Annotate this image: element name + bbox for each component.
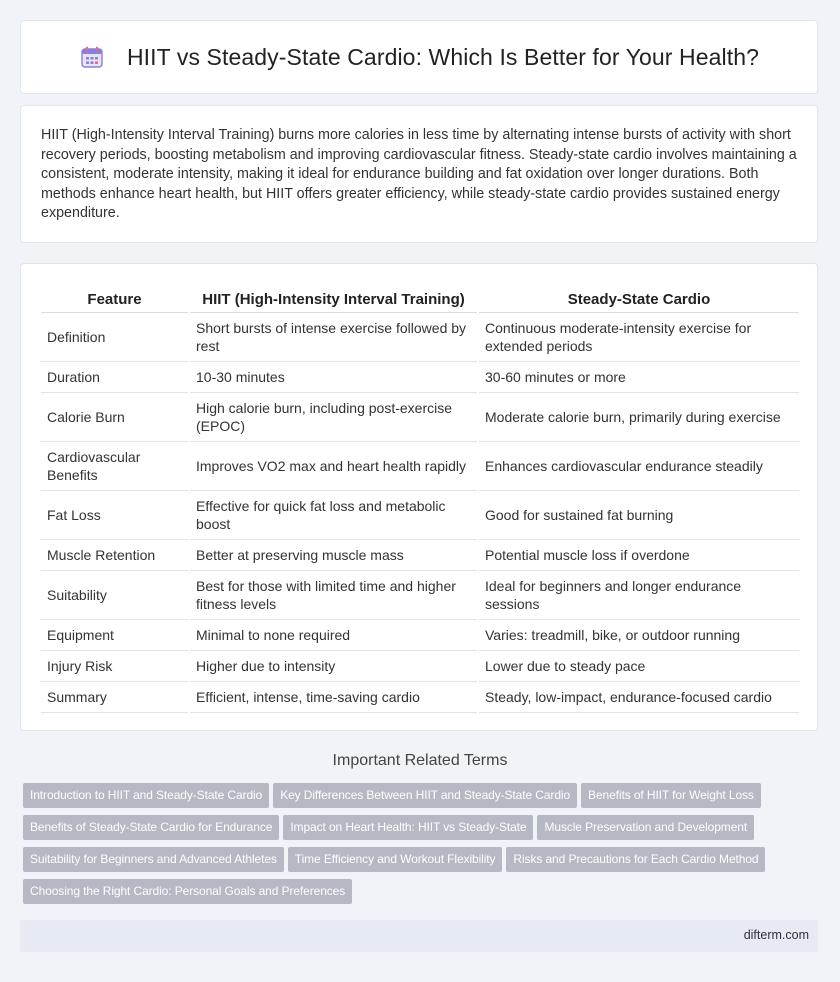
feature-cell: Cardiovascular Benefits xyxy=(41,442,189,491)
table-row xyxy=(41,540,799,571)
feature-cell: Fat Loss xyxy=(41,491,189,540)
hiit-cell: Minimal to none required xyxy=(189,620,478,651)
feature-cell: Calorie Burn xyxy=(41,393,189,442)
hiit-cell: High calorie burn, including post-exercise (EPOC) xyxy=(189,393,478,442)
table-card xyxy=(20,263,818,731)
steady-cell: Lower due to steady pace xyxy=(478,651,799,682)
intro-card xyxy=(20,105,818,243)
steady-cell: Continuous moderate-intensity exercise for extended periods xyxy=(478,313,799,362)
hiit-cell: Better at preserving muscle mass xyxy=(189,540,478,571)
related-tag[interactable]: Choosing the Right Cardio: Personal Goals and Preferences xyxy=(23,879,352,904)
table-row xyxy=(41,362,799,393)
related-tag[interactable]: Benefits of HIIT for Weight Loss xyxy=(581,783,761,808)
feature-cell: Injury Risk xyxy=(41,651,189,682)
table-row xyxy=(41,682,799,713)
related-tag[interactable]: Muscle Preservation and Development xyxy=(537,815,754,840)
calendar-icon xyxy=(79,44,105,70)
table-row xyxy=(41,491,799,540)
related-tag[interactable]: Key Differences Between HIIT and Steady-State Cardio xyxy=(273,783,577,808)
steady-cell: Steady, low-impact, endurance-focused cardio xyxy=(478,682,799,713)
related-terms-list xyxy=(23,783,823,911)
table-row xyxy=(41,442,799,491)
header-steady-state: Steady-State Cardio xyxy=(478,282,799,313)
header-hiit: HIIT (High-Intensity Interval Training) xyxy=(189,282,478,313)
title-wrap xyxy=(79,44,759,71)
hiit-cell: Efficient, intense, time-saving cardio xyxy=(189,682,478,713)
related-tag[interactable]: Risks and Precautions for Each Cardio Method xyxy=(506,847,765,872)
comparison-table xyxy=(41,282,799,713)
steady-cell: Varies: treadmill, bike, or outdoor running xyxy=(478,620,799,651)
table-row xyxy=(41,651,799,682)
feature-cell: Duration xyxy=(41,362,189,393)
hiit-cell: Best for those with limited time and higher fitness levels xyxy=(189,571,478,620)
table-row xyxy=(41,313,799,362)
steady-cell: Moderate calorie burn, primarily during exercise xyxy=(478,393,799,442)
feature-cell: Muscle Retention xyxy=(41,540,189,571)
table-row xyxy=(41,620,799,651)
related-tag[interactable]: Benefits of Steady-State Cardio for Endurance xyxy=(23,815,279,840)
hiit-cell: Higher due to intensity xyxy=(189,651,478,682)
steady-cell: Ideal for beginners and longer endurance sessions xyxy=(478,571,799,620)
feature-cell: Suitability xyxy=(41,571,189,620)
related-tag[interactable]: Time Efficiency and Workout Flexibility xyxy=(288,847,503,872)
steady-cell: Good for sustained fat burning xyxy=(478,491,799,540)
title-card xyxy=(20,20,818,94)
intro-paragraph: HIIT (High-Intensity Interval Training) burns more calories in less time by alternating intense bursts of activity with short recovery periods, boosting metabolism and improving cardiovascular fitness. Steady-state cardio involves maintaining a consistent, moderate intensity, making it ideal for endurance building and fat oxidation over longer durations. Both methods enhance heart health, but HIIT offers greater efficiency, while steady-state cardio provides sustained energy expenditure. xyxy=(41,127,797,221)
related-terms-heading: Important Related Terms xyxy=(332,752,508,769)
feature-cell: Summary xyxy=(41,682,189,713)
page-title: HIIT vs Steady-State Cardio: Which Is Better for Your Health? xyxy=(126,43,760,70)
table-row xyxy=(41,393,799,442)
hiit-cell: Short bursts of intense exercise followed by rest xyxy=(189,313,478,362)
footer xyxy=(20,920,818,952)
steady-cell: Potential muscle loss if overdone xyxy=(478,540,799,571)
hiit-cell: 10-30 minutes xyxy=(189,362,478,393)
steady-cell: 30-60 minutes or more xyxy=(478,362,799,393)
hiit-cell: Improves VO2 max and heart health rapidly xyxy=(189,442,478,491)
feature-cell: Definition xyxy=(41,313,189,362)
steady-cell: Enhances cardiovascular endurance steadily xyxy=(478,442,799,491)
feature-cell: Equipment xyxy=(41,620,189,651)
header-feature: Feature xyxy=(41,282,189,313)
related-tag[interactable]: Impact on Heart Health: HIIT vs Steady-State xyxy=(283,815,533,840)
footer-site-link[interactable]: difterm.com xyxy=(743,928,809,942)
related-tag[interactable]: Introduction to HIIT and Steady-State Cardio xyxy=(23,783,269,808)
table-header-row xyxy=(41,282,799,313)
table-row xyxy=(41,571,799,620)
related-tag[interactable]: Suitability for Beginners and Advanced Athletes xyxy=(23,847,284,872)
hiit-cell: Effective for quick fat loss and metabolic boost xyxy=(189,491,478,540)
